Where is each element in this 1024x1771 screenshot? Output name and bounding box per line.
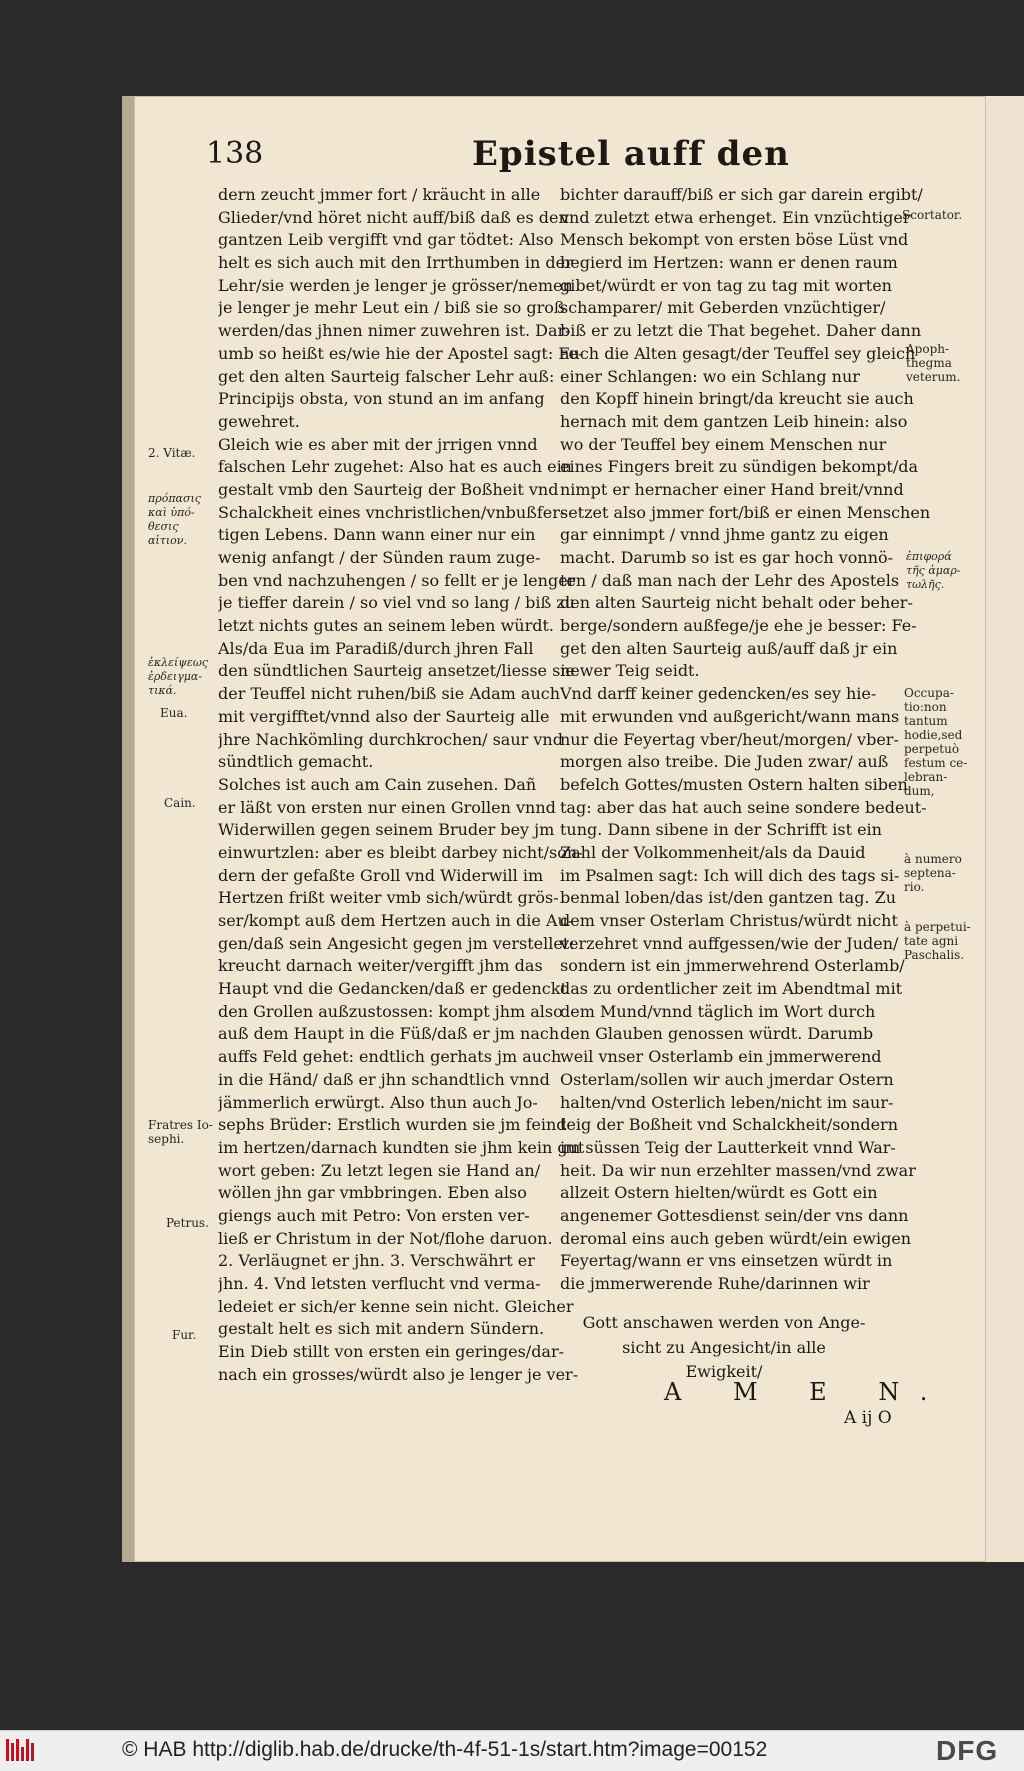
closing-line-3: Ewigkeit/ bbox=[685, 1362, 763, 1381]
text-line: halten/vnd Osterlich leben/nicht im saur- bbox=[560, 1092, 894, 1112]
text-line: tag: aber das hat auch seine sondere bedeut- bbox=[560, 797, 927, 817]
text-line: schamparer/ mit Geberden vnzüchtiger/ bbox=[560, 298, 886, 318]
text-line: 2. Verläugnet er jhn. 3. Verschwährt er bbox=[218, 1251, 535, 1271]
text-line: gestalt helt es sich mit andern Sündern. bbox=[218, 1319, 545, 1339]
text-line: Glieder/vnd höret nicht auff/biß daß es den bbox=[218, 207, 569, 227]
margin-note-scortator: Scortator. bbox=[902, 208, 963, 222]
text-line: Mensch bekompt von ersten böse Lüst vnd bbox=[560, 230, 909, 250]
text-line: im Psalmen sagt: Ich will dich des tags si- bbox=[560, 865, 900, 885]
text-line: gibet/würdt er von tag zu tag mit worten bbox=[560, 275, 892, 295]
text-line: in die Händ/ daß er jhn schandtlich vnnd bbox=[218, 1069, 550, 1089]
text-line: sephs Brüder: Erstlich wurden sie jm feind bbox=[218, 1115, 567, 1135]
text-line: einwurtzlen: aber es bleibt darbey nicht/son- bbox=[218, 842, 583, 862]
text-line: Vnd darff keiner gedencken/es sey hie- bbox=[560, 684, 877, 704]
text-line: Hertzen frißt weiter vmb sich/würdt grös- bbox=[218, 888, 559, 908]
text-line: gen/daß sein Angesicht gegen jm verstellet: bbox=[218, 933, 575, 953]
text-line: Ein Dieb stillt von ersten ein geringes/dar- bbox=[218, 1342, 565, 1362]
text-line: wöllen jhn gar vmbbringen. Eben also bbox=[218, 1183, 527, 1203]
text-line: benmal loben/das ist/den gantzen tag. Zu bbox=[560, 888, 897, 908]
text-line: dem vnser Osterlam Christus/würdt nicht bbox=[560, 911, 898, 930]
text-line: biß er zu letzt die That begehet. Daher dann bbox=[560, 321, 922, 341]
margin-note-greek-2: ἐκλείψεως ἐρδειγμα- τικά. bbox=[148, 656, 208, 697]
text-line: Gleich wie es aber mit der jrrigen vnnd bbox=[218, 434, 538, 454]
amen: A M E N. bbox=[664, 1378, 950, 1406]
text-line: mit erwunden vnd außgericht/wann mans bbox=[560, 706, 900, 726]
catchword: A ij O bbox=[844, 1408, 892, 1428]
text-line: begierd im Hertzen: wann er denen raum bbox=[560, 253, 898, 273]
margin-note-greek-right: ἐπιφορά τῆς ἁμαρ- τωλῆς. bbox=[906, 550, 961, 591]
text-line: den Kopff hinein bringt/da kreucht sie auch bbox=[560, 389, 914, 409]
text-line: der Teuffel nicht ruhen/biß sie Adam auch bbox=[218, 684, 561, 704]
text-line: heit. Da wir nun erzehlter massen/vnd zwar bbox=[560, 1160, 916, 1180]
margin-note-eua: Eua. bbox=[160, 706, 188, 720]
closing-line-2: sicht zu Angesicht/in alle bbox=[622, 1338, 826, 1357]
text-line: umb so heißt es/wie hie der Apostel sagt: Fe- bbox=[218, 343, 584, 363]
text-line: morgen also treibe. Die Juden zwar/ auß bbox=[560, 752, 889, 772]
text-line: vnd zuletzt etwa erhenget. Ein vnzüchtiger bbox=[560, 207, 911, 227]
text-line: den Glauben genossen würdt. Darumb bbox=[560, 1024, 874, 1044]
text-line: falschen Lehr zugehet: Also hat es auch ein bbox=[218, 457, 572, 477]
margin-note-apophthegma: Apoph- thegma veterum. bbox=[906, 342, 961, 384]
margin-note-fratres: Fratres Io- sephi. bbox=[148, 1118, 213, 1146]
text-line: allzeit Ostern hielten/würdt es Gott ein bbox=[560, 1183, 878, 1203]
text-line: setzet also jmmer fort/biß er einen Menschen bbox=[560, 502, 931, 522]
text-line: auß dem Haupt in die Füß/daß er jm nach bbox=[218, 1024, 560, 1044]
margin-note-vitae: 2. Vitæ. bbox=[148, 446, 196, 460]
text-line: letzt nichts gutes an seinem leben würdt. bbox=[218, 616, 554, 636]
margin-note-fur: Fur. bbox=[172, 1328, 197, 1342]
book-page bbox=[134, 96, 986, 1562]
text-line: jhn. 4. Vnd letsten verflucht vnd verma- bbox=[218, 1274, 541, 1293]
text-line: verzehret vnnd auffgessen/wie der Juden/ bbox=[560, 933, 899, 953]
text-line: den alten Saurteig nicht behalt oder beher- bbox=[560, 593, 913, 613]
text-line: giengs auch mit Petro: Von ersten ver- bbox=[218, 1205, 530, 1225]
text-line: bichter darauff/biß er sich gar darein ergibt/ bbox=[560, 185, 923, 204]
text-line: nach ein grosses/würdt also je lenger je ver- bbox=[218, 1364, 579, 1384]
text-line: sündtlich gemacht. bbox=[218, 752, 374, 772]
text-line: jhre Nachkömling durchkrochen/ saur vnd bbox=[218, 729, 563, 749]
text-line: sondern ist ein jmmerwehrend Osterlamb/ bbox=[560, 956, 905, 976]
page-edge bbox=[122, 96, 134, 1562]
text-line: tung. Dann sibene in der Schrifft ist ein bbox=[560, 820, 882, 840]
text-line: dern der gefaßte Groll vnd Widerwill im bbox=[218, 865, 544, 885]
text-line: auch die Alten gesagt/der Teuffel sey gleich bbox=[560, 343, 916, 363]
text-line: im hertzen/darnach kundten sie jhm kein gut bbox=[218, 1137, 585, 1157]
text-line: dern zeucht jmmer fort / kräucht in alle bbox=[218, 185, 541, 204]
text-line: ledeiet er sich/er kenne sein nicht. Gleicher bbox=[218, 1296, 574, 1316]
text-line: ten / daß man nach der Lehr des Apostels bbox=[560, 570, 900, 590]
text-line: weil vnser Osterlamb ein jmmerwerend bbox=[560, 1047, 882, 1067]
margin-note-greek-1: πρόπασις καὶ ὑπό- θεσις αἰτιον. bbox=[148, 492, 201, 547]
text-line: wenig anfangt / der Sünden raum zuge- bbox=[218, 548, 541, 567]
text-line: mit vergifftet/vnnd also der Saurteig alle bbox=[218, 706, 550, 726]
text-line: je lenger je mehr Leut ein / biß sie so groß bbox=[218, 298, 565, 318]
dfg-logo: DFG bbox=[936, 1735, 999, 1766]
text-line: deromal eins auch geben würdt/ein ewigen bbox=[560, 1228, 912, 1248]
text-line: je tieffer darein / so viel vnd so lang / biß zu bbox=[218, 593, 575, 613]
margin-note-numero: à numero septena- rio. bbox=[904, 852, 962, 894]
text-line: tigen Lebens. Dann wann einer nur ein bbox=[218, 525, 536, 545]
text-line: teig der Boßheit vnd Schalckheit/sondern bbox=[560, 1115, 899, 1135]
text-line: angenemer Gottesdienst sein/der vns dann bbox=[560, 1205, 909, 1225]
footer-bar bbox=[0, 1730, 1024, 1771]
text-line: Als/da Eua im Paradiß/durch jhren Fall bbox=[218, 638, 534, 658]
text-line: ben vnd nachzuhengen / so fellt er je lenger bbox=[218, 570, 576, 590]
text-line: befelch Gottes/musten Ostern halten siben bbox=[560, 774, 908, 794]
text-line: Haupt vnd die Gedancken/daß er gedenckt bbox=[218, 979, 567, 999]
text-line: den Grollen außzustossen: kompt jhm also bbox=[218, 1001, 563, 1021]
text-line: nur die Feyertag vber/heut/morgen/ vber- bbox=[560, 729, 899, 749]
text-line: gar einnimpt / vnnd jhme gantz zu eigen bbox=[560, 525, 889, 545]
text-line: eines Fingers breit zu sündigen bekompt/da bbox=[560, 457, 918, 477]
text-line: das zu ordentlicher zeit im Abendtmal mit bbox=[560, 979, 903, 999]
text-line: helt es sich auch mit den Irrthumben in der bbox=[218, 253, 573, 273]
margin-note-occupatio: Occupa- tio:non tantum hodie,sed perpetuò festum ce- lebran- dum, bbox=[904, 686, 968, 798]
margin-note-perpetuitate: à perpetui- tate agni Paschalis. bbox=[904, 920, 971, 962]
text-line: gantzen Leib vergifft vnd gar tödtet: Also bbox=[218, 230, 554, 250]
text-line: Lehr/sie werden je lenger je grösser/nemen bbox=[218, 275, 573, 295]
hab-logo-icon bbox=[6, 1739, 36, 1763]
text-line: er läßt von ersten nur einen Grollen vnnd bbox=[218, 797, 556, 817]
text-line: hernach mit dem gantzen Leib hinein: also bbox=[560, 411, 908, 431]
text-line: wort geben: Zu letzt legen sie Hand an/ bbox=[218, 1160, 541, 1180]
text-line: nimpt er hernacher einer Hand breit/vnnd bbox=[560, 479, 904, 499]
margin-note-petrus: Petrus. bbox=[166, 1216, 209, 1230]
copyright-link[interactable]: © HAB http://diglib.hab.de/drucke/th-4f-51-1s/start.htm?image=00152 bbox=[122, 1738, 768, 1761]
text-line: Solches ist auch am Cain zusehen. Dañ bbox=[218, 774, 537, 794]
text-line: ser/kompt auß dem Hertzen auch in die Au- bbox=[218, 911, 574, 930]
text-line: dem Mund/vnnd täglich im Wort durch bbox=[560, 1001, 876, 1021]
next-page-edge bbox=[986, 96, 1024, 1562]
running-header: Epistel auff den bbox=[472, 134, 790, 174]
text-line: im süssen Teig der Lautterkeit vnnd War- bbox=[560, 1137, 896, 1157]
closing-line-1: Gott anschawen werden von Ange- bbox=[582, 1313, 866, 1332]
text-line: werden/das jhnen nimer zuwehren ist. Dar- bbox=[218, 321, 571, 341]
text-line: einer Schlangen: wo ein Schlang nur bbox=[560, 366, 860, 386]
text-line: gestalt vmb den Saurteig der Boßheit vnd bbox=[218, 479, 559, 499]
text-line: berge/sondern außfege/je ehe je besser: Fe- bbox=[560, 616, 917, 636]
text-line: newer Teig seidt. bbox=[560, 661, 700, 681]
text-line: ließ er Christum in der Not/flohe daruon. bbox=[218, 1228, 553, 1248]
text-line: get den alten Saurteig falscher Lehr auß: bbox=[218, 366, 555, 386]
margin-note-cain: Cain. bbox=[164, 796, 196, 810]
text-line: Schalckheit eines vnchristlichen/vnbußfer- bbox=[218, 502, 566, 522]
text-line: macht. Darumb so ist es gar hoch vonnö- bbox=[560, 548, 894, 567]
text-line: auffs Feld gehet: endtlich gerhats jm auch bbox=[218, 1047, 562, 1067]
text-line: wo der Teuffel bey einem Menschen nur bbox=[560, 434, 887, 454]
text-line: Principijs obsta, von stund an im anfang bbox=[218, 389, 545, 409]
text-line: Osterlam/sollen wir auch jmerdar Ostern bbox=[560, 1069, 894, 1089]
text-line: den sündtlichen Saurteig ansetzet/liesse sie bbox=[218, 661, 575, 681]
text-line: jämmerlich erwürgt. Also thun auch Jo- bbox=[218, 1092, 538, 1112]
text-line: Zahl der Volkommenheit/als da Dauid bbox=[560, 842, 866, 862]
text-line: Feyertag/wann er vns einsetzen würdt in bbox=[560, 1251, 893, 1271]
text-line: gewehret. bbox=[218, 411, 300, 431]
folio-number: 138 bbox=[206, 136, 264, 171]
text-line: get den alten Saurteig auß/auff daß jr ein bbox=[560, 638, 898, 658]
text-line: Widerwillen gegen seinem Bruder bey jm bbox=[218, 820, 555, 840]
text-line: die jmmerwerende Ruhe/darinnen wir bbox=[560, 1274, 870, 1293]
text-line: kreucht darnach weiter/vergifft jhm das bbox=[218, 956, 543, 976]
